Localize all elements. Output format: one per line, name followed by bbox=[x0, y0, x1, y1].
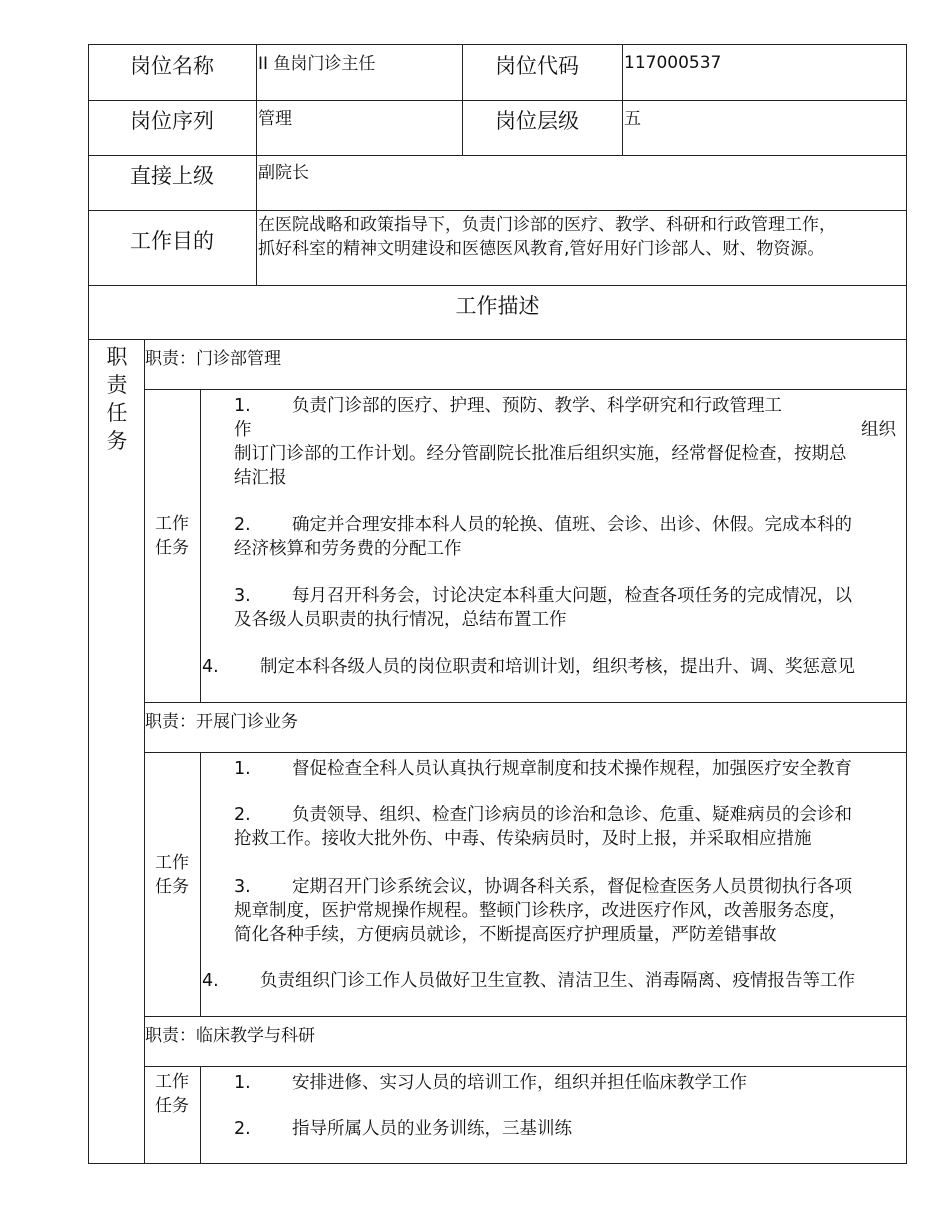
col-divider bbox=[256, 44, 257, 285]
item-text: 结汇报 bbox=[234, 468, 287, 488]
work-purpose-line-2: 抓好科室的精神文明建设和医德医风教育,管好用好门诊部人、财、物资源。 bbox=[258, 239, 825, 259]
item-text: 负责领导、组织、检查门诊病员的诊治和急诊、危重、疑难病员的会诊和 bbox=[292, 805, 852, 825]
item-text: 指导所属人员的业务训练，三基训练 bbox=[292, 1119, 572, 1139]
position-sequence-value: 管理 bbox=[258, 109, 292, 129]
col-divider bbox=[622, 44, 623, 155]
work-description-title: 工作描述 bbox=[455, 294, 540, 318]
task-label bbox=[146, 1070, 198, 1118]
duty-title: 职责：门诊部管理 bbox=[145, 349, 281, 369]
task-item bbox=[234, 394, 896, 490]
position-name-label: 岗位名称 bbox=[130, 54, 214, 78]
item-text: 抢救工作。接收大批外伤、中毒、传染病员时，及时上报，并采取相应措施 bbox=[234, 829, 812, 849]
col-divider bbox=[200, 389, 201, 702]
table-border-left bbox=[88, 44, 89, 1164]
task-label-line: 工作 bbox=[155, 1072, 189, 1092]
row-divider bbox=[88, 100, 907, 101]
item-text: 简化各种手续，方便病员就诊，不断提高医疗护理质量，严防差错事故 bbox=[234, 925, 777, 945]
item-text: 组织 bbox=[861, 420, 896, 440]
item-text: 安排进修、实习人员的培训工作，组织并担任临床教学工作 bbox=[292, 1073, 747, 1093]
item-text: 规章制度，医护常规操作规程。整顿门诊秩序，改进医疗作风，改善服务态度， bbox=[234, 901, 847, 921]
item-number: 3. bbox=[234, 877, 251, 897]
item-number: 3. bbox=[234, 586, 251, 606]
item-number: 1. bbox=[234, 396, 251, 416]
col-divider bbox=[200, 752, 201, 1016]
task-label-line: 任务 bbox=[155, 538, 189, 558]
task-item bbox=[234, 757, 896, 781]
col-divider bbox=[200, 1066, 201, 1164]
task-label-line: 工作 bbox=[155, 853, 189, 873]
task-item bbox=[234, 1117, 896, 1141]
position-code-label: 岗位代码 bbox=[495, 54, 579, 78]
item-text: 定期召开门诊系统会议，协调各科关系，督促检查医务人员贯彻执行各项 bbox=[292, 877, 852, 897]
item-text: 督促检查全科人员认真执行规章制度和技术操作规程，加强医疗安全教育 bbox=[292, 759, 852, 779]
item-text: 制订门诊部的工作计划。经分管副院长批准后组织实施，经常督促检查，按期总 bbox=[234, 444, 847, 464]
item-text: 确定并合理安排本科人员的轮换、值班、会诊、出诊、休假。完成本科的 bbox=[292, 515, 852, 535]
vertical-char: 职 bbox=[106, 345, 128, 369]
item-text: 负责组织门诊工作人员做好卫生宣教、清洁卫生、消毒隔离、疫情报告等工作 bbox=[260, 971, 855, 991]
row-divider bbox=[144, 1016, 907, 1017]
task-label bbox=[146, 512, 198, 560]
task-item bbox=[234, 584, 896, 632]
position-level-value: 五 bbox=[624, 109, 641, 129]
row-divider bbox=[88, 339, 907, 340]
vertical-char: 责 bbox=[106, 373, 128, 397]
task-label-line: 任务 bbox=[155, 877, 189, 897]
row-divider bbox=[144, 752, 907, 753]
vertical-char: 任 bbox=[106, 401, 128, 425]
table-border-right bbox=[906, 44, 907, 1164]
task-item bbox=[234, 803, 896, 851]
responsibility-vertical-label bbox=[105, 343, 129, 455]
item-text: 经济核算和劳务费的分配工作 bbox=[234, 539, 462, 559]
task-label-line: 工作 bbox=[155, 514, 189, 534]
direct-superior-value: 副院长 bbox=[258, 163, 309, 183]
row-divider bbox=[88, 210, 907, 211]
item-number: 2. bbox=[234, 515, 251, 535]
position-code-value: 117000537 bbox=[624, 53, 722, 73]
vertical-char: 务 bbox=[106, 429, 128, 453]
task-item bbox=[234, 1071, 896, 1095]
item-number: 2. bbox=[234, 1119, 251, 1139]
item-number: 1. bbox=[234, 1073, 251, 1093]
task-label-line: 任务 bbox=[155, 1096, 189, 1116]
position-level-label: 岗位层级 bbox=[495, 109, 579, 133]
item-text: 负责门诊部的医疗、护理、预防、教学、科学研究和行政管理工 bbox=[292, 396, 782, 416]
col-divider bbox=[462, 44, 463, 155]
row-divider bbox=[144, 1066, 907, 1067]
task-item bbox=[234, 513, 896, 561]
row-divider bbox=[88, 285, 907, 286]
duty-title: 职责：临床教学与科研 bbox=[145, 1026, 315, 1046]
item-text: 每月召开科务会，讨论决定本科重大问题，检查各项任务的完成情况，以 bbox=[292, 586, 852, 606]
item-text: 及各级人员职责的执行情况，总结布置工作 bbox=[234, 610, 567, 630]
task-item bbox=[234, 875, 896, 947]
position-sequence-label: 岗位序列 bbox=[130, 109, 214, 133]
task-item bbox=[202, 655, 902, 679]
item-text: 作 bbox=[234, 420, 252, 440]
work-purpose-label: 工作目的 bbox=[130, 229, 214, 253]
table-border-bottom bbox=[88, 1163, 907, 1164]
direct-superior-label: 直接上级 bbox=[130, 164, 214, 188]
item-number: 4. bbox=[202, 657, 219, 677]
row-divider bbox=[88, 155, 907, 156]
duty-title: 职责：开展门诊业务 bbox=[145, 712, 298, 732]
work-purpose-line-1: 在医院战略和政策指导下，负责门诊部的医疗、教学、科研和行政管理工作， bbox=[258, 215, 836, 235]
position-name-value: II 鱼岗门诊主任 bbox=[258, 54, 376, 74]
item-number: 4. bbox=[202, 971, 219, 991]
task-label bbox=[146, 851, 198, 899]
item-text: 制定本科各级人员的岗位职责和培训计划，组织考核，提出升、调、奖惩意见 bbox=[260, 657, 855, 677]
item-number: 2. bbox=[234, 805, 251, 825]
task-item bbox=[202, 969, 902, 993]
row-divider bbox=[144, 389, 907, 390]
table-border-top bbox=[88, 44, 907, 45]
item-number: 1. bbox=[234, 759, 251, 779]
row-divider bbox=[144, 702, 907, 703]
